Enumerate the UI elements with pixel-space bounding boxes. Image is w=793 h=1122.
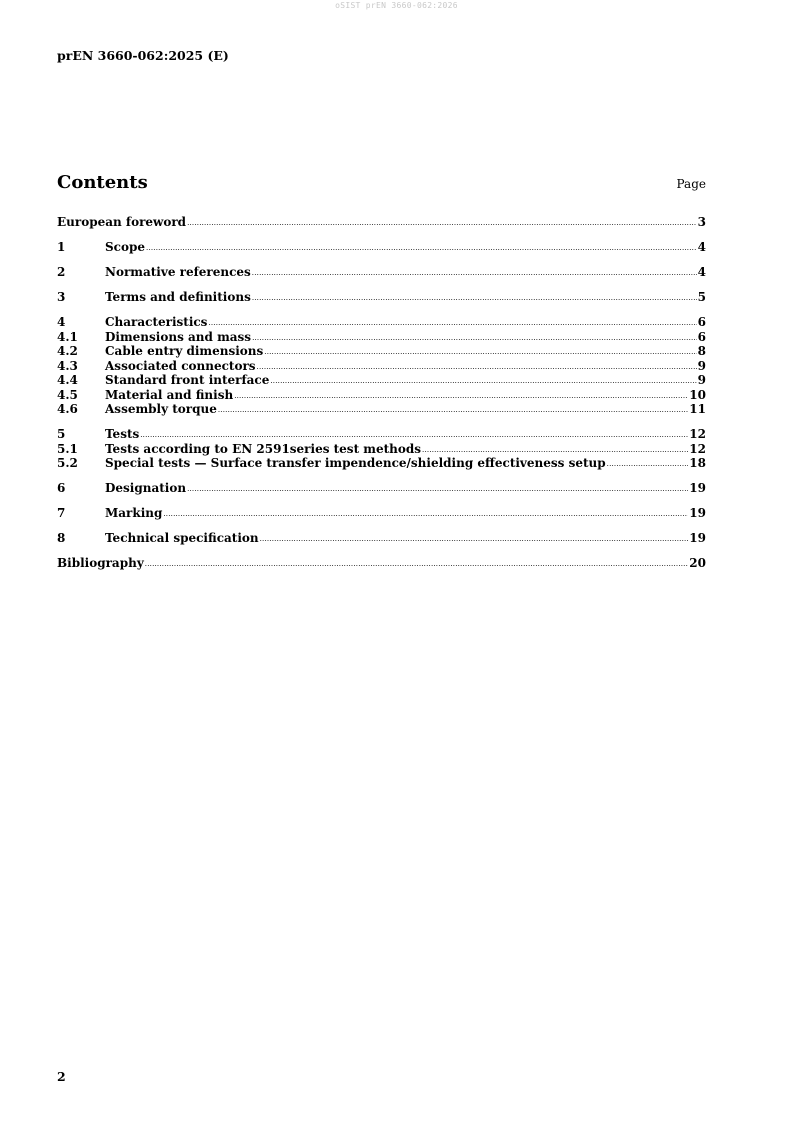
toc-entry-4-1[interactable] xyxy=(57,330,706,345)
toc-entry-title: Assembly torque xyxy=(105,402,217,416)
toc-entry-page: 12 xyxy=(689,441,706,456)
toc-entry-number: 3 xyxy=(57,290,66,304)
page-number: 2 xyxy=(57,1069,66,1084)
toc-entry-title: Terms and definitions xyxy=(105,290,251,304)
toc-entry-number: 4.3 xyxy=(57,358,78,373)
toc-entry-page: 3 xyxy=(697,215,706,229)
toc-entry-number: 5 xyxy=(57,427,66,441)
toc-entry-4[interactable] xyxy=(57,315,706,330)
toc-entry-1[interactable] xyxy=(57,240,706,255)
toc-entry-5-2[interactable] xyxy=(57,456,706,471)
toc-entry-page: 6 xyxy=(697,315,706,329)
toc-entry-number: 4.5 xyxy=(57,387,78,402)
toc-entry-8[interactable] xyxy=(57,531,706,546)
toc-entry-number: 8 xyxy=(57,531,66,545)
toc-entry-title: Material and finish xyxy=(105,387,234,402)
dot-leader xyxy=(145,555,689,572)
toc-entry-5-1[interactable] xyxy=(57,442,706,457)
dot-leader xyxy=(607,455,689,472)
toc-entry-title: Cable entry dimensions xyxy=(105,344,264,358)
toc-entry-title: Dimensions and mass xyxy=(105,329,252,344)
toc-entry-number: 4 xyxy=(57,315,66,329)
table-of-contents xyxy=(57,215,706,571)
toc-entry-number: 4.6 xyxy=(57,402,78,416)
toc-entry-foreword[interactable] xyxy=(57,215,706,230)
toc-entry-page: 6 xyxy=(697,329,706,344)
toc-entry-page: 19 xyxy=(689,506,706,520)
toc-entry-title: Tests xyxy=(105,427,140,441)
toc-entry-page: 9 xyxy=(697,358,706,373)
toc-entry-page: 19 xyxy=(689,481,706,495)
toc-entry-number: 5.2 xyxy=(57,456,78,470)
dot-leader xyxy=(187,480,688,497)
toc-entry-page: 9 xyxy=(697,373,706,387)
watermark: oSIST prEN 3660-062:2026 xyxy=(335,1,458,10)
toc-entry-page: 4 xyxy=(697,265,706,279)
toc-entry-title: Tests according to EN 2591series test methods xyxy=(105,441,422,456)
dot-leader xyxy=(187,214,697,231)
toc-entry-page: 18 xyxy=(689,456,706,470)
toc-entry-4-6[interactable] xyxy=(57,402,706,417)
dot-leader xyxy=(218,401,688,418)
document-id-header: prEN 3660-062:2025 (E) xyxy=(57,48,229,63)
toc-entry-page: 11 xyxy=(689,402,706,416)
toc-entry-title: Scope xyxy=(105,240,146,254)
toc-entry-4-3[interactable] xyxy=(57,359,706,374)
toc-entry-page: 19 xyxy=(689,531,706,545)
toc-entry-title: Marking xyxy=(105,506,163,520)
toc-entry-number: 4.2 xyxy=(57,344,78,358)
toc-entry-page: 20 xyxy=(689,556,706,570)
toc-entry-number: 4.1 xyxy=(57,329,78,344)
contents-title: Contents xyxy=(57,172,148,193)
toc-entry-title: Standard front interface xyxy=(105,373,270,387)
toc-entry-title: Associated connectors xyxy=(105,358,256,373)
dot-leader xyxy=(252,289,697,306)
toc-entry-6[interactable] xyxy=(57,481,706,496)
toc-entry-number: 7 xyxy=(57,506,66,520)
toc-entry-page: 5 xyxy=(697,290,706,304)
dot-leader xyxy=(163,505,688,522)
toc-entry-title: European foreword xyxy=(57,215,187,229)
toc-entry-bibliography[interactable] xyxy=(57,556,706,571)
toc-entry-number: 2 xyxy=(57,265,66,279)
toc-entry-page: 4 xyxy=(697,240,706,254)
toc-entry-5[interactable] xyxy=(57,427,706,442)
toc-entry-number: 6 xyxy=(57,481,66,495)
toc-entry-page: 12 xyxy=(689,427,706,441)
toc-entry-title: Normative references xyxy=(105,265,251,279)
toc-entry-number: 4.4 xyxy=(57,373,78,387)
toc-entry-number: 5.1 xyxy=(57,441,78,456)
toc-entry-4-4[interactable] xyxy=(57,373,706,388)
page-column-label: Page xyxy=(676,177,706,191)
toc-entry-3[interactable] xyxy=(57,290,706,305)
toc-entry-2[interactable] xyxy=(57,265,706,280)
toc-entry-page: 8 xyxy=(697,344,706,358)
toc-entry-title: Designation xyxy=(105,481,187,495)
toc-entry-page: 10 xyxy=(689,387,706,402)
contents-heading xyxy=(57,172,706,193)
toc-entry-number: 1 xyxy=(57,240,66,254)
toc-entry-title: Technical specification xyxy=(105,531,259,545)
toc-entry-7[interactable] xyxy=(57,506,706,521)
dot-leader xyxy=(146,239,697,256)
toc-entry-title: Bibliography xyxy=(57,556,144,570)
toc-entry-title: Special tests — Surface transfer impendence/shielding effectiveness setup xyxy=(105,456,606,470)
dot-leader xyxy=(260,530,689,547)
toc-entry-4-5[interactable] xyxy=(57,388,706,403)
dot-leader xyxy=(252,264,697,281)
toc-entry-4-2[interactable] xyxy=(57,344,706,359)
toc-entry-title: Characteristics xyxy=(105,315,208,329)
